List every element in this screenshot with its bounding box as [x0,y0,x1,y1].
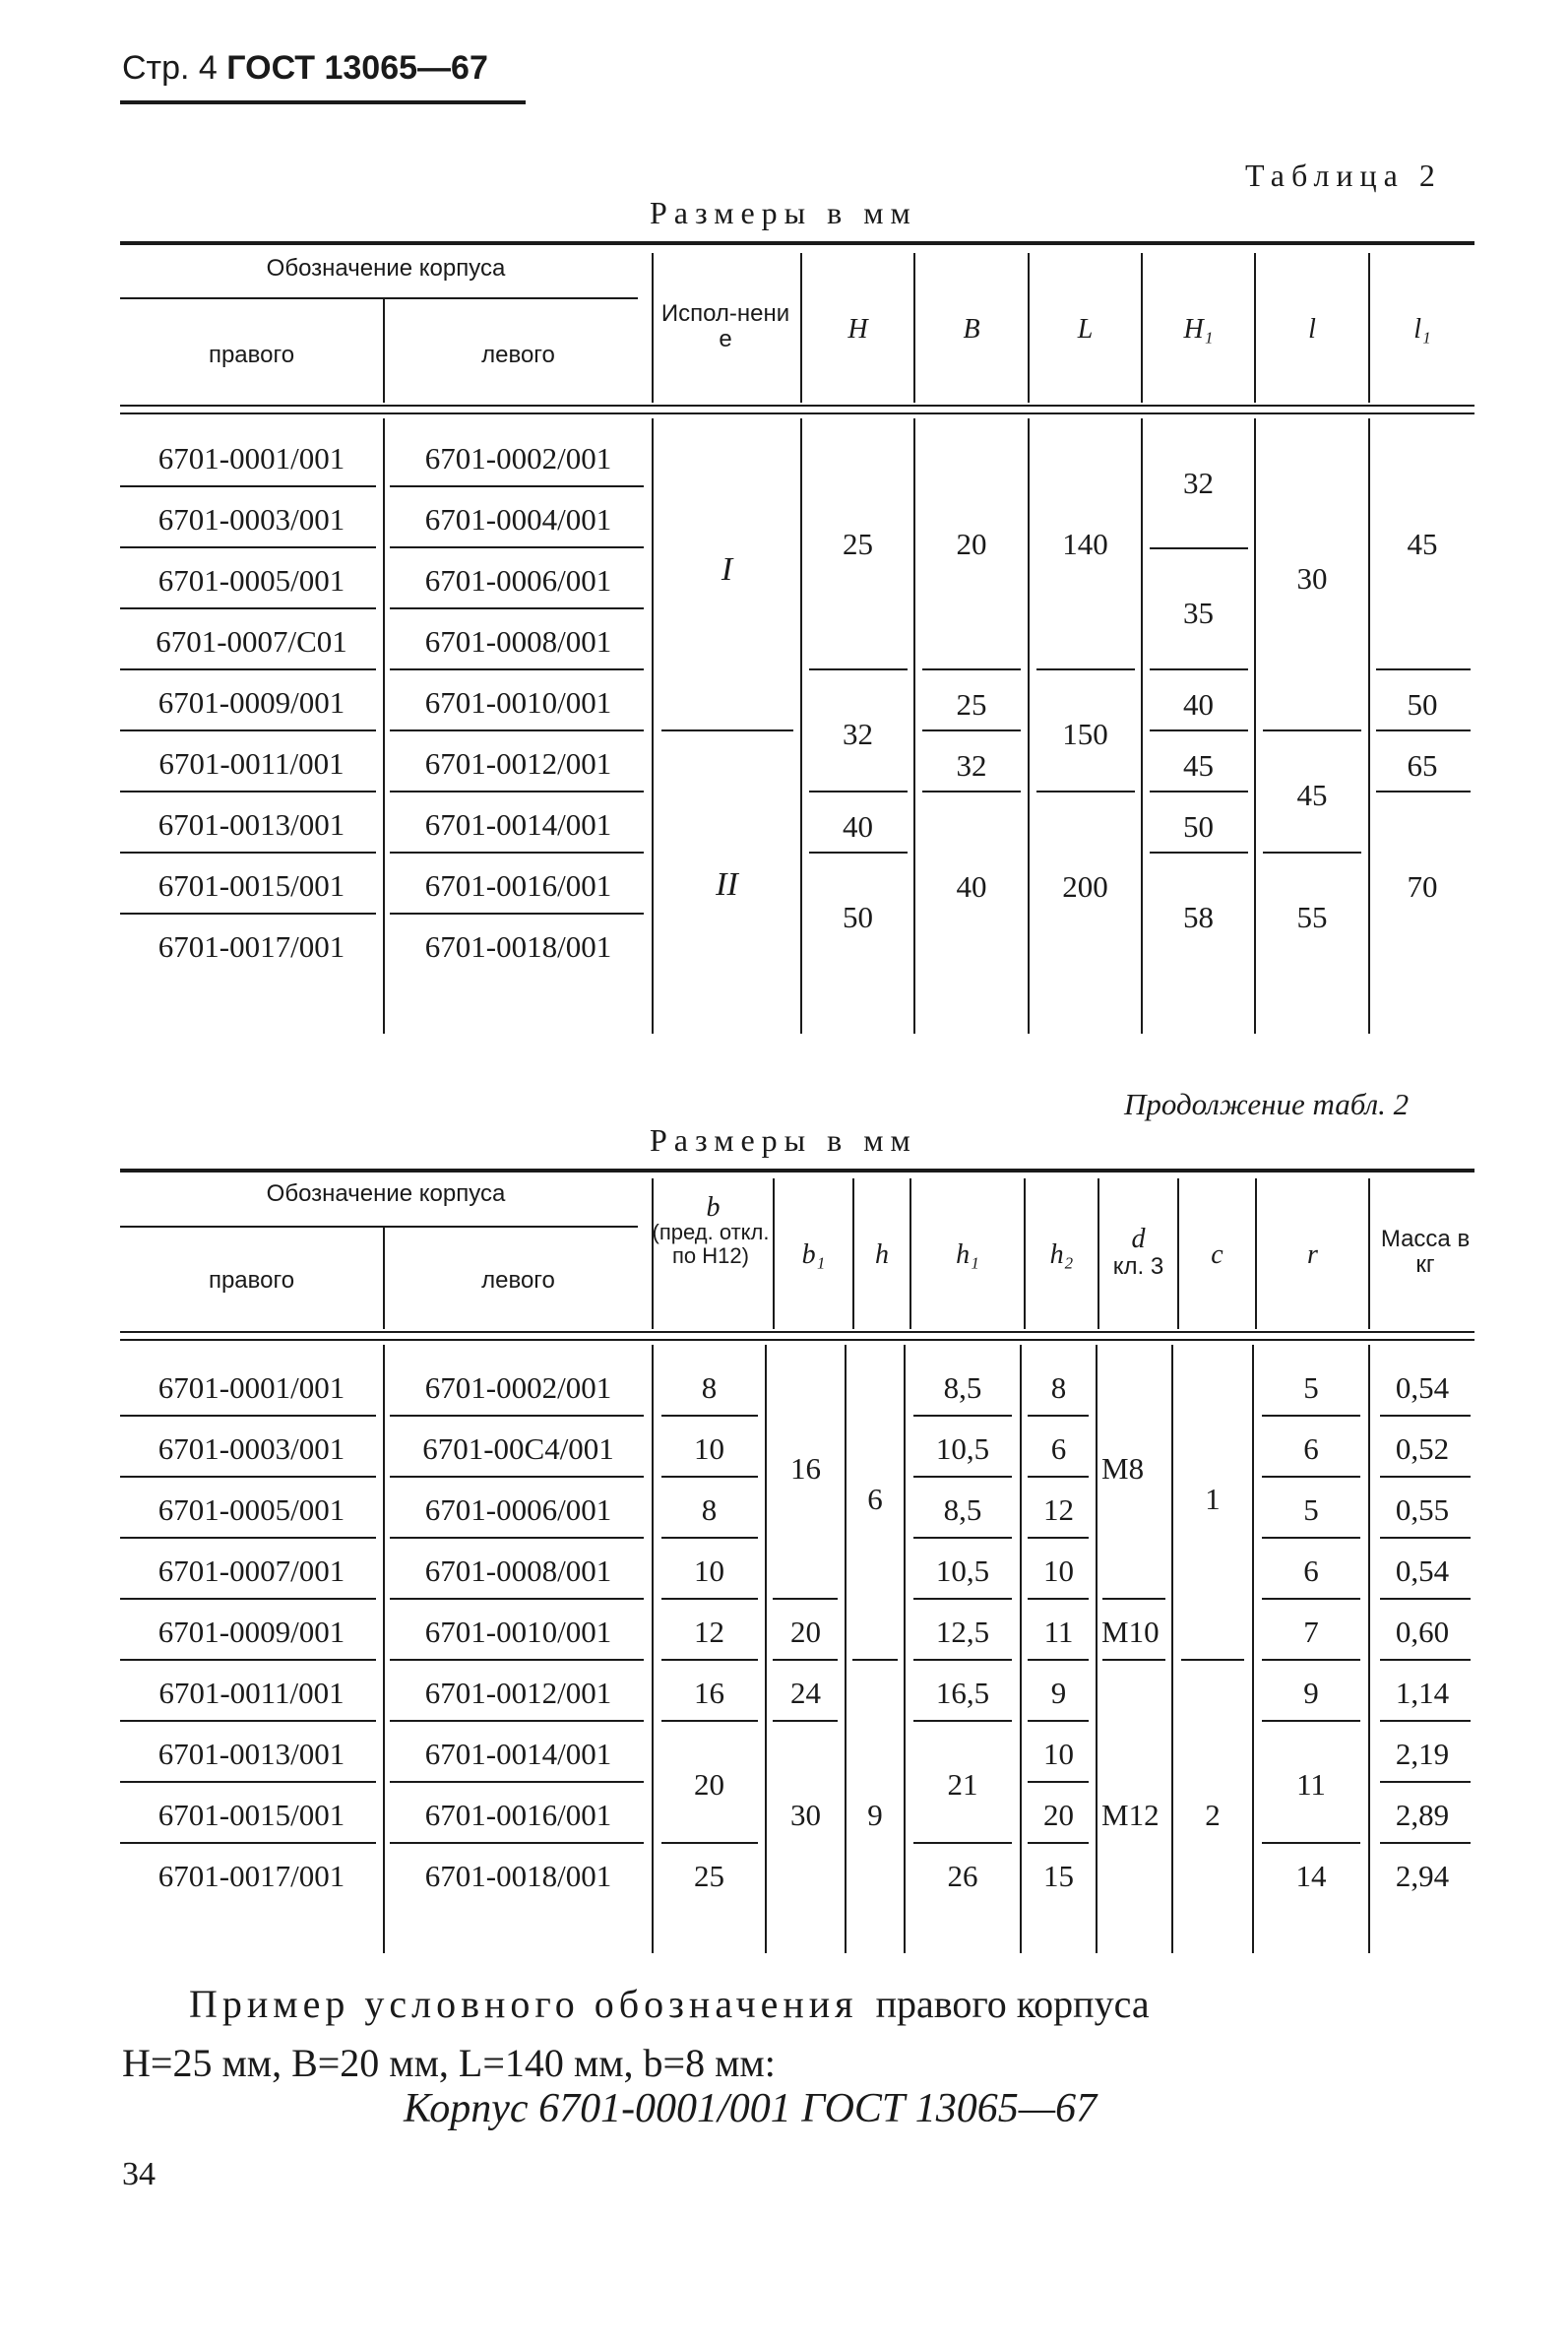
t2-b-rule [661,1720,758,1722]
t2-mass-value: 1,14 [1395,1676,1450,1710]
t2-mass-rule [1380,1476,1471,1478]
t2-h1-value: 16,5 [935,1676,990,1710]
t1-l1-value: 45 [1407,527,1438,561]
t2-r-value: 7 [1303,1615,1319,1649]
t2-h1-rule [913,1842,1012,1844]
t2-h1-value: 12,5 [935,1615,990,1649]
table2-top-rule [120,1169,1474,1172]
t1-B-value: 25 [956,687,987,722]
t2-mass-value: 2,94 [1395,1859,1450,1893]
t1-header-H1: H₁ [1183,314,1214,345]
t2-c-value: 1 [1205,1482,1221,1516]
t1-l1-value: 50 [1407,687,1438,722]
table2-header-rule-b [120,1339,1474,1341]
table-row-right: 6701-0015/001 [157,1798,345,1832]
t2-header-c: c [1211,1239,1223,1270]
t2-b-value: 8 [701,1370,718,1405]
t2-h-value: 6 [867,1482,883,1516]
table-row-left: 6701-0014/001 [424,807,612,842]
table-row-left: 6701-0002/001 [424,1370,612,1405]
t2-h2-rule [1028,1476,1089,1478]
table2-header-rule-a [120,1331,1474,1333]
t2-b-value: 10 [694,1431,724,1466]
t2-row-rule [120,1842,376,1844]
table-row-left: 6701-0018/001 [424,1859,612,1893]
t2-h-rule [852,1659,898,1661]
t2-mass-rule [1380,1598,1471,1600]
t1-H-value: 50 [843,900,873,934]
t2-r-value: 5 [1303,1492,1319,1527]
t2-h1-value: 8,5 [943,1370,982,1405]
t2-h2-rule [1028,1537,1089,1539]
table-row-right: 6701-0003/001 [157,502,345,537]
t2-c-rule [1181,1659,1244,1661]
t1-header-variant: Испол-нение [660,300,790,352]
t1-B-value: 20 [956,527,987,561]
t2-mass-value: 2,89 [1395,1798,1450,1832]
t2-h-value: 9 [867,1798,883,1832]
t2-header-d-note: кл. 3 [1112,1253,1164,1280]
table-row-right: 6701-0005/001 [157,563,345,598]
t2-h1-rule [913,1659,1012,1661]
table2-units: Размеры в мм [650,1122,917,1158]
t2-b-value: 16 [694,1676,724,1710]
table-row-right: 6701-0001/001 [157,441,345,475]
t2-row-rule [120,1598,376,1600]
table-row-left: 6701-0014/001 [424,1737,612,1771]
t2-mass-value: 2,19 [1395,1737,1450,1771]
t2-h2-rule [1028,1659,1089,1661]
t2-mass-value: 0,54 [1395,1553,1450,1588]
table-row-right: 6701-0017/001 [157,1859,345,1893]
table-row-right: 6701-0009/001 [157,1615,345,1649]
t1-L-value: 200 [1062,869,1108,904]
t1-header-B: B [963,314,980,345]
t2-mass-value: 0,60 [1395,1615,1450,1649]
t2-h2-value: 6 [1050,1431,1067,1466]
t1-L-value: 150 [1062,717,1108,751]
t2-h2-rule [1028,1415,1089,1417]
t2-r-value: 5 [1303,1370,1319,1405]
table-row-left: 6701-0016/001 [424,1798,612,1832]
t2-mass-value: 0,55 [1395,1492,1450,1527]
t2-header-h1: h₁ [956,1239,979,1270]
t1-H1-value: 32 [1183,466,1214,500]
t1-H1-value: 35 [1183,596,1214,630]
t1-l-value: 45 [1296,778,1328,812]
t2-b-value: 10 [694,1553,724,1588]
t2-header-mass: Масса в кг [1380,1226,1471,1278]
t2-h1-rule [913,1537,1012,1539]
t1-header-right: правого [208,342,295,368]
t2-b-rule [661,1415,758,1417]
t2-r-rule [1262,1415,1360,1417]
table2-continuation: Продолжение табл. 2 [1124,1087,1410,1121]
t2-h1-rule [913,1415,1012,1417]
table-row-left: 6701-0002/001 [424,441,612,475]
table-row-right: 6701-0003/001 [157,1431,345,1466]
t2-h1-value: 21 [947,1767,978,1802]
t1-header-l1: l₁ [1413,314,1431,345]
t2-row-rule [390,1781,644,1783]
t2-b-rule [661,1842,758,1844]
table-row-right: 6701-0009/001 [157,685,345,720]
t2-mass-rule [1380,1415,1471,1417]
t2-h2-rule [1028,1781,1089,1783]
t2-b-rule [661,1476,758,1478]
t2-r-rule [1262,1842,1360,1844]
table-row-right: 6701-0005/001 [157,1492,345,1527]
t2-row-rule [390,1842,644,1844]
t2-r-rule [1262,1537,1360,1539]
t2-mass-value: 0,54 [1395,1370,1450,1405]
t2-h2-rule [1028,1598,1089,1600]
t2-header-b: b [706,1192,721,1223]
t2-row-rule [120,1415,376,1417]
table-row-left: 6701-0006/001 [424,563,612,598]
t1-header-l: l [1308,314,1316,345]
t2-h2-rule [1028,1842,1089,1844]
t2-r-value: 9 [1303,1676,1319,1710]
t2-h1-value: 8,5 [943,1492,982,1527]
table-row-left: 6701-0010/001 [424,1615,612,1649]
t2-r-value: 6 [1303,1553,1319,1588]
t2-b1-rule [773,1720,838,1722]
t2-b-rule [661,1659,758,1661]
t2-h1-value: 10,5 [935,1431,990,1466]
t2-r-rule [1262,1720,1360,1722]
table-row-left: 6701-0012/001 [424,746,612,781]
t2-header-h2: h₂ [1049,1239,1074,1270]
t1-H1-value: 50 [1183,809,1214,844]
t2-b-value: 12 [694,1615,724,1649]
t2-header-d: d [1131,1224,1146,1254]
table-row-right: 6701-0011/001 [158,746,345,781]
t2-b1-value: 16 [790,1451,821,1486]
t2-header-b1: b₁ [801,1239,826,1270]
example-line-1 [189,1981,1150,2027]
t2-vline [845,1345,847,1953]
t1-variant-II: II [716,866,738,903]
t2-d-value: M10 [1101,1615,1160,1649]
t1-l1-value: 65 [1407,748,1438,783]
t2-h2-value: 8 [1050,1370,1067,1405]
table-row-right: 6701-0013/001 [157,1737,345,1771]
t2-h1-rule [913,1598,1012,1600]
table-row-left: 6701-0012/001 [424,1676,612,1710]
table-row-right: 6701-0007/001 [157,1553,345,1588]
t2-r-value: 11 [1296,1767,1326,1802]
table-row-left: 6701-0016/001 [424,868,612,903]
t1-L-value: 140 [1062,527,1108,561]
t2-mass-rule [1380,1842,1471,1844]
t2-h2-rule [1028,1720,1089,1722]
t2-h2-value: 10 [1043,1737,1074,1771]
t2-row-rule [390,1598,644,1600]
t2-row-rule [120,1659,376,1661]
t2-mass-rule [1380,1537,1471,1539]
t2-b-value: 8 [701,1492,718,1527]
t1-header-H: H [847,314,868,345]
table-row-left: 6701-0004/001 [424,502,612,537]
table-row-left: 6701-0010/001 [424,685,612,720]
t2-h1-value: 26 [947,1859,978,1893]
t2-row-rule [390,1415,644,1417]
example-line-2: H=25 мм, B=20 мм, L=140 мм, b=8 мм: [122,2041,776,2085]
table-row-right: 6701-0007/С01 [156,624,347,659]
t2-mass-rule [1380,1781,1471,1783]
t2-h2-value: 15 [1043,1859,1074,1893]
t1-header-designation: Обозначение корпуса [266,255,506,282]
t2-row-rule [120,1781,376,1783]
example-heading-tail: правого корпуса [875,1982,1150,2026]
t2-vline [1368,1178,1370,1329]
t1-H-value: 32 [843,717,873,751]
standard-number: ГОСТ 13065—67 [226,49,488,87]
t2-h2-value: 11 [1043,1615,1074,1649]
table-row-left: 6701-0008/001 [424,1553,612,1588]
t2-h1-rule [913,1720,1012,1722]
t2-row-rule [390,1537,644,1539]
table-row-right: 6701-0011/001 [158,1676,345,1710]
page-number: 34 [122,2156,156,2192]
t2-d-value: M12 [1101,1798,1160,1832]
t1-H-value: 40 [843,809,873,844]
t2-row-rule [390,1659,644,1661]
t2-b-value: 25 [694,1859,724,1893]
t2-b1-rule [773,1659,838,1661]
table-row-right: 6701-0013/001 [157,807,345,842]
t2-b-value: 20 [694,1767,724,1802]
t2-header-b-note: (пред. откл. по H12) [652,1220,770,1268]
t2-b1-value: 24 [790,1676,821,1710]
t2-h2-value: 9 [1050,1676,1067,1710]
t2-h1-rule [913,1476,1012,1478]
table2-header-subrule [120,1226,638,1228]
t2-r-rule [1262,1598,1360,1600]
t2-c-value: 2 [1205,1798,1221,1832]
t2-row-rule [120,1476,376,1478]
t2-h2-value: 12 [1043,1492,1074,1527]
t1-header-L: L [1077,314,1094,345]
t2-mass-rule [1380,1720,1471,1722]
t2-r-rule [1262,1659,1360,1661]
t2-r-value: 14 [1295,1859,1327,1893]
table-row-right: 6701-0017/001 [157,929,345,964]
table-row-right: 6701-0001/001 [157,1370,345,1405]
example-designation: Корпус 6701-0001/001 ГОСТ 13065—67 [404,2086,1098,2131]
example-heading: Пример условного обозначения [189,1982,858,2026]
t2-header-r: r [1307,1239,1318,1270]
t2-d-rule [1102,1659,1165,1661]
t1-l-value: 30 [1296,561,1328,596]
t1-l1-value: 70 [1407,869,1438,904]
t1-H1-value: 40 [1183,687,1214,722]
t2-h2-value: 20 [1043,1798,1074,1832]
table1-units: Размеры в мм [650,195,917,230]
t2-d-value: M8 [1101,1451,1145,1486]
t1-H1-value: 45 [1183,748,1214,783]
t2-row-rule [120,1537,376,1539]
t2-header-right: правого [208,1267,295,1294]
t2-h1-value: 10,5 [935,1553,990,1588]
t2-header-left: левого [481,1267,555,1294]
t1-B-value: 32 [956,748,987,783]
t2-row-rule [120,1720,376,1722]
table-row-left: 6701-0006/001 [424,1492,612,1527]
t2-h2-value: 10 [1043,1553,1074,1588]
t2-mass-rule [1380,1659,1471,1661]
t1-B-value: 40 [956,869,987,904]
t2-mass-value: 0,52 [1395,1431,1450,1466]
t2-r-value: 6 [1303,1431,1319,1466]
table-row-left: 6701-0008/001 [424,624,612,659]
table1-label: Таблица 2 [1245,158,1442,193]
t2-b-rule [661,1537,758,1539]
t1-l-value: 55 [1296,900,1328,934]
t2-b1-value: 20 [790,1615,821,1649]
t2-b1-value: 30 [790,1798,821,1832]
t2-b1-rule [773,1598,838,1600]
table-row-left: 6701-00С4/001 [422,1431,614,1466]
page-prefix: Стр. 4 [122,49,218,87]
t1-variant-I: I [721,551,733,588]
t2-row-rule [390,1720,644,1722]
t2-r-rule [1262,1476,1360,1478]
t2-header-designation: Обозначение корпуса [266,1180,506,1207]
t1-H-value: 25 [843,527,873,561]
t2-header-h: h [875,1239,889,1270]
table-row-right: 6701-0015/001 [157,868,345,903]
t1-header-left: левого [481,342,555,368]
t2-b-rule [661,1598,758,1600]
t1-H1-value: 58 [1183,900,1214,934]
t2-row-rule [390,1476,644,1478]
table-row-left: 6701-0018/001 [424,929,612,964]
t2-d-rule [1102,1598,1165,1600]
